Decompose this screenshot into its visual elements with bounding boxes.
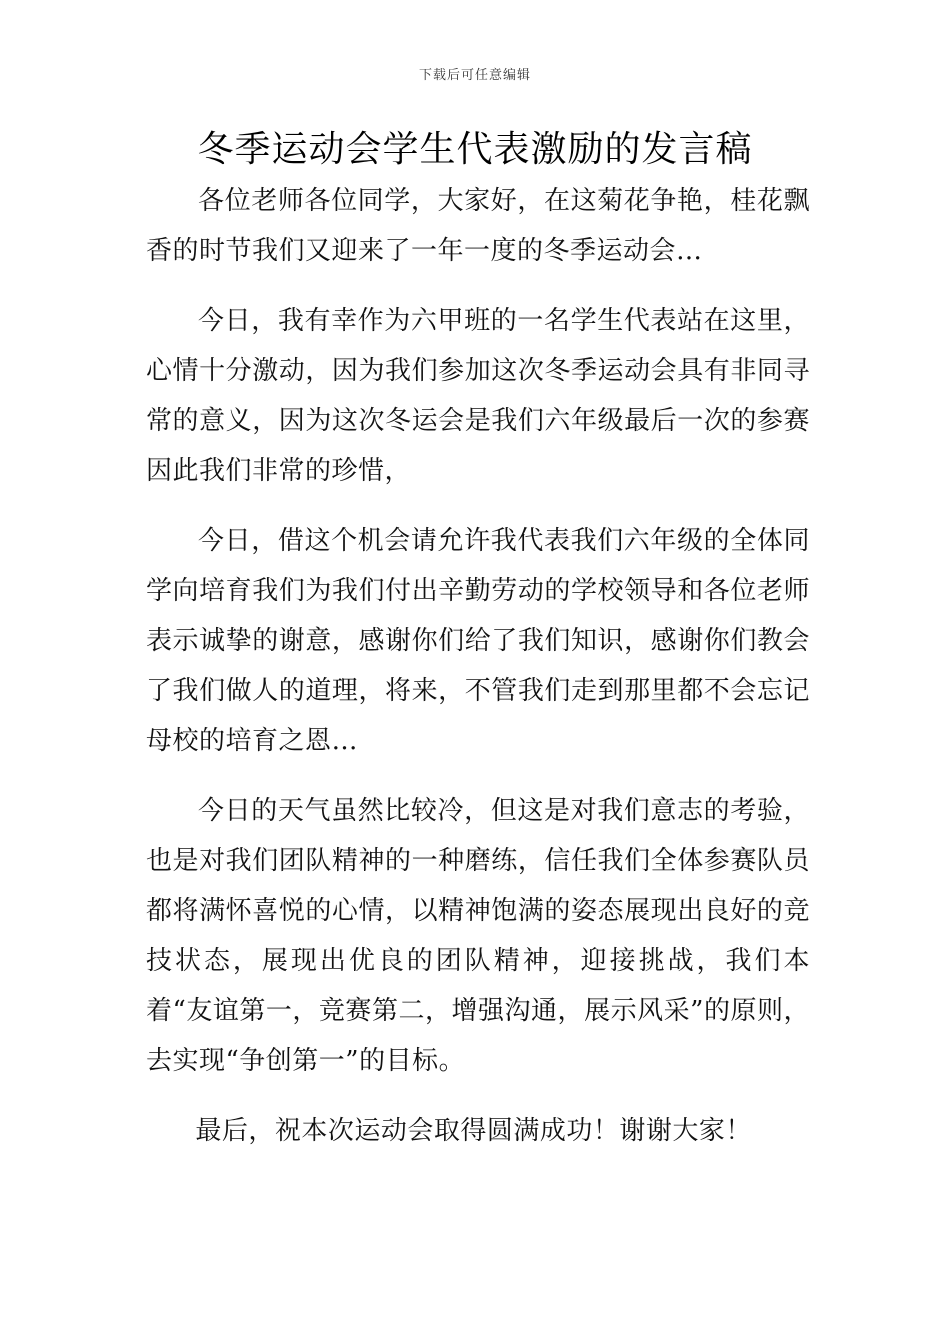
header-note: 下载后可任意编辑 [418,68,531,83]
paragraph-encouragement: 今日的天气虽然比较冷，但这是对我们意志的考验，也是对我们团队精神的一种磨练，信任我们全体参赛队员都将满怀喜悦的心情，以精神饱满的姿态展现出良好的竞技状态，展现出优良的团队精神，迎接挑战，我们本着“友谊第一，竞赛第二，增强沟通，展示风采”的原则，去实现“争创第一”的目标。 [146,796,810,1076]
paragraph-closing: 最后，祝本次运动会取得圆满成功！谢谢大家！ [195,1116,752,1146]
document-title: 冬季运动会学生代表激励的发言稿 [197,129,753,170]
paragraph-introduction: 今日，我有幸作为六甲班的一名学生代表站在这里，心情十分激动，因为我们参加这次冬季运动会具有非同寻常的意义，因为这次冬运会是我们六年级最后一次的参赛因此我们非常的珍惜， [146,306,810,486]
document-body [146,176,810,1156]
paragraph-thanks: 今日，借这个机会请允许我代表我们六年级的全体同学向培育我们为我们付出辛勤劳动的学校领导和各位老师表示诚挚的谢意，感谢你们给了我们知识，感谢你们教会了我们做人的道理，将来，不管我们走到那里都不会忘记母校的培育之恩… [146,526,810,756]
paragraph-greeting: 各位老师各位同学，大家好，在这菊花争艳，桂花飘香的时节我们又迎来了一年一度的冬季运动会… [146,186,810,266]
